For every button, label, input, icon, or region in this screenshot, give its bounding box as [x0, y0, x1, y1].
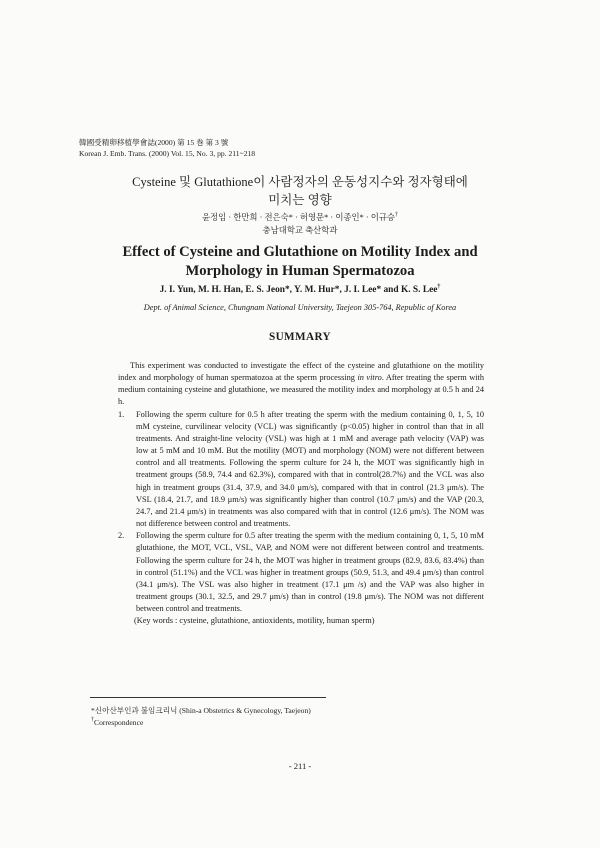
korean-title-line2: 미치는 영향	[268, 193, 332, 207]
english-affiliation: Dept. of Animal Science, Chungnam National University, Taejeon 305-764, Republic of Korea	[143, 303, 457, 312]
summary-heading: SUMMARY	[268, 331, 332, 343]
finding-number: 1.	[118, 409, 125, 419]
korean-authors-names: 윤정임 · 한만희 · 전은숙* · 허영문* · 이종인* · 이규승	[201, 213, 396, 222]
korean-authors	[80, 211, 520, 224]
summary-intro	[118, 360, 484, 409]
keywords: (Key words : cysteine, glutathione, antioxidents, motility, human sperm)	[134, 616, 375, 626]
korean-title-line1: Cysteine 및 Glutathione이 사람정자의 운동성지수와 정자형태에	[132, 175, 468, 189]
findings-list	[118, 409, 484, 616]
footnote-divider	[90, 697, 326, 698]
summary-intro-text-a: This experiment was conducted to investigate the effect of the cysteine and glutathione on the motility index and morphology of human spermatozoa at the sperm processing	[118, 361, 484, 383]
korean-author-block	[80, 211, 520, 237]
english-title-line1: Effect of Cysteine and Glutathione on Motility Index and	[122, 244, 478, 260]
correspondence-label: Correspondence	[94, 718, 144, 727]
corresponding-mark: †	[437, 284, 441, 290]
finding-text: Following the sperm culture for 0.5 h after treating the sperm with the medium containing 0, 1, 5, 10 mM cysteine, curvilinear velocity (VCL) was significantly (p<0.05) higher in control than that in all treatments. And straight-line velocity (VSL) was high at 1 mM and average path velocity (VAP) was low at 5 mM and 10 mM. But the motility (MOT) and morphology (NOM) were not different between control and all treatments. Following the sperm culture for 24 h, the MOT was significantly high in treatment groups (58.9, 74.4 and 62.3%), compared with that in control(28.7%) and the VCL was also high in treatment groups (31.4, 37.9, and 34.0 μm/s), compared with that in control (21.3 μm/s). The VSL (18.4, 21.7, and 18.9 μm/s) was significantly higher than control (10.7 μm/s) and the VAP (20.3, 24.7, and 21.4 μm/s) in treatments was also compared with that in control (12.6 μm/s). The NOM was not difference between control and treatments.	[136, 409, 484, 529]
footnote-correspondence	[91, 717, 311, 729]
korean-affiliation: 충남대학교 축산학과	[262, 226, 338, 235]
finding-item	[118, 409, 484, 531]
finding-text: Following the sperm culture for 0.5 after treating the sperm with the medium containing 0, 1, 5, 10 mM glutathione, the MOT, VCL, VSL, VAP, and NOM were not different between control and treatments. Following the sperm culture for 24 h, the MOT was higher in treatment groups (82.9, 83.6, 83.4%) than in control (51.1%) and the VCL was higher in treatment groups (50.9, 51.3, and 49.4 μm/s) than control (34.1 μm/s). The VSL was also higher in treatment (17.1 μm /s) and the VAP was also higher in treatment groups (30.1, 32.5, and 29.7 μm/s) than in control (19.8 μm/s). The NOM was not different between control and treatments.	[136, 531, 484, 614]
english-title-line2: Morphology in Human Spermatozoa	[185, 263, 415, 279]
journal-line-english: Korean J. Emb. Trans. (2000) Vol. 15, No. 3, pp. 211~218	[79, 149, 256, 158]
corresponding-mark: †	[395, 212, 399, 218]
summary-intro-italic: in vitro	[357, 373, 382, 383]
english-authors-names: J. I. Yun, M. H. Han, E. S. Jeon*, Y. M. Hur*, J. I. Lee* and K. S. Lee	[159, 285, 438, 295]
summary-intro-text-b: . After treating the sperm with medium containing cysteine and glutathione, we measured the motility index and morphology at 0.5 h and 24 h.	[118, 373, 485, 407]
correspondence-mark: †	[91, 717, 94, 723]
english-title	[80, 243, 520, 281]
footnotes	[91, 705, 311, 729]
summary-body	[118, 360, 484, 627]
english-authors	[80, 284, 520, 297]
page-number: - 211 -	[288, 761, 312, 771]
journal-header	[79, 137, 255, 159]
finding-item	[118, 530, 484, 615]
footnote-affiliation: *신아산부인과 불임크리닉 (Shin-a Obstetrics & Gynecology, Taejeon)	[91, 706, 311, 715]
journal-line-korean: 韓國受精卵移植學會誌(2000) 第 15 巻 第 3 號	[79, 138, 229, 147]
korean-title	[80, 173, 520, 209]
finding-number: 2.	[118, 531, 125, 541]
